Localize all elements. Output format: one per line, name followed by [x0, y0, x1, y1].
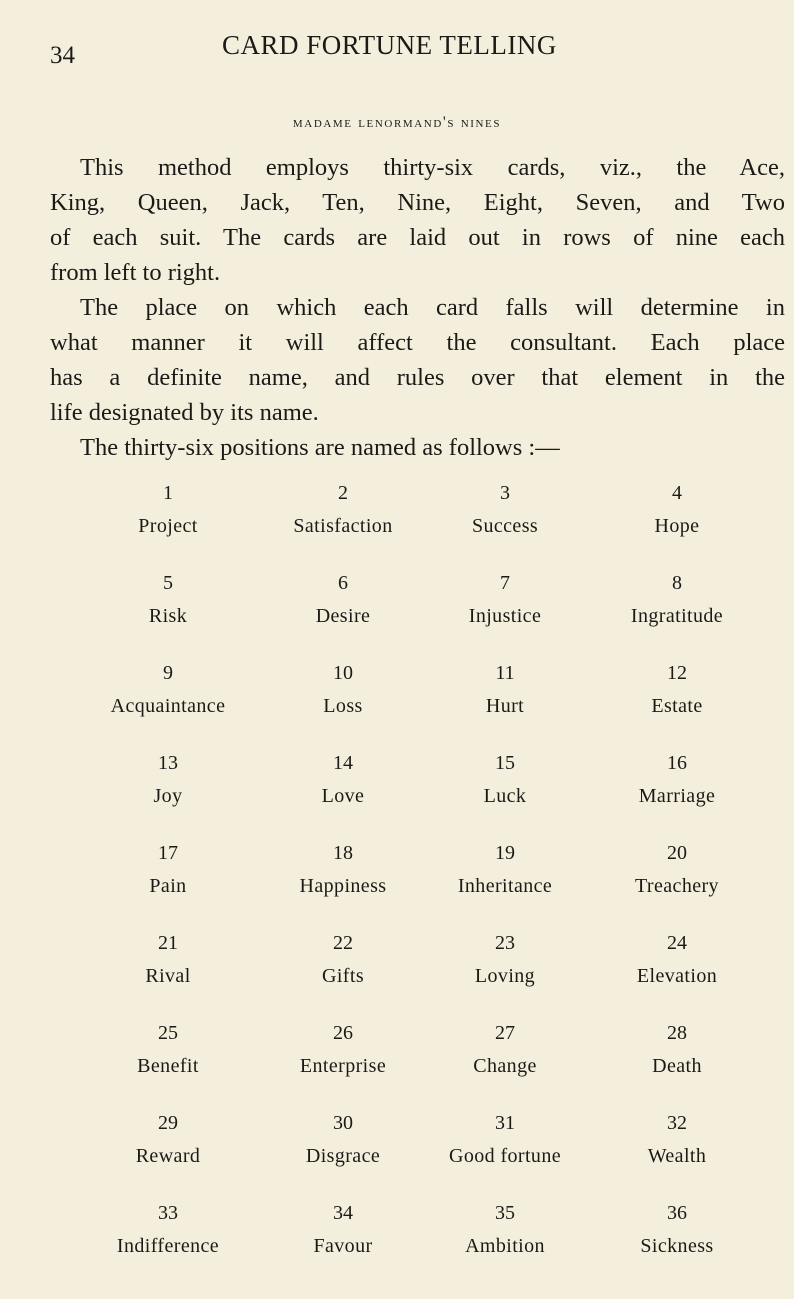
text-line: what manner it will affect the consultant. Each place: [50, 329, 785, 356]
position-name: Pain: [149, 875, 187, 897]
position-entry: [567, 750, 787, 810]
position-number: 8: [672, 572, 682, 594]
position-name: Change: [473, 1055, 537, 1077]
position-number: 20: [667, 842, 687, 864]
position-number: 29: [158, 1112, 178, 1134]
position-name: Hurt: [485, 695, 525, 717]
position-name: Enterprise: [299, 1055, 387, 1077]
position-name: Disgrace: [305, 1145, 381, 1167]
position-number: 6: [338, 572, 348, 594]
position-number: 18: [333, 842, 353, 864]
text-line: has a definite name, and rules over that element in the: [50, 364, 785, 391]
position-number: 23: [495, 932, 515, 954]
text-line: King, Queen, Jack, Ten, Nine, Eight, Seven, and Two: [50, 189, 785, 216]
text-line: from left to right.: [50, 259, 221, 286]
position-number: 34: [333, 1202, 353, 1224]
position-name: Risk: [148, 605, 188, 627]
page-number: 34: [50, 42, 75, 69]
position-number: 30: [333, 1112, 353, 1134]
position-number: 32: [667, 1112, 687, 1134]
position-entry: [567, 1200, 787, 1260]
position-number: 17: [158, 842, 178, 864]
position-name: Acquaintance: [110, 695, 226, 717]
position-name: Hope: [654, 515, 700, 537]
position-name: Gifts: [322, 965, 364, 987]
body-text: [50, 150, 785, 465]
position-number: 15: [495, 752, 515, 774]
position-name: Success: [471, 515, 539, 537]
position-number: 3: [500, 482, 510, 504]
position-name: Indifference: [116, 1235, 220, 1257]
position-number: 27: [495, 1022, 515, 1044]
position-name: Treachery: [635, 875, 719, 897]
position-number: 26: [333, 1022, 353, 1044]
position-number: 1: [163, 482, 173, 504]
text-line: The thirty-six positions are named as follows :—: [80, 434, 560, 461]
position-name: Project: [138, 515, 198, 537]
position-name: Loving: [474, 965, 536, 987]
position-name: Benefit: [137, 1055, 199, 1077]
position-name: Inheritance: [457, 875, 553, 897]
position-name: Rival: [145, 965, 191, 987]
position-name: Death: [652, 1055, 702, 1077]
position-name: Ingratitude: [630, 605, 724, 627]
position-number: 2: [338, 482, 348, 504]
page-header: [0, 28, 794, 72]
position-number: 35: [495, 1202, 515, 1224]
position-name: Happiness: [299, 875, 387, 897]
position-name: Love: [321, 785, 365, 807]
position-number: 7: [500, 572, 510, 594]
position-entry: [567, 570, 787, 630]
position-name: Estate: [651, 695, 703, 717]
position-entry: [567, 660, 787, 720]
text-line: The place on which each card falls will determine in: [80, 294, 785, 321]
position-name: Satisfaction: [293, 515, 393, 537]
position-number: 16: [667, 752, 687, 774]
text-line: life designated by its name.: [50, 399, 319, 426]
position-number: 11: [495, 662, 515, 684]
position-name: Joy: [153, 785, 183, 807]
position-name: Injustice: [468, 605, 542, 627]
position-name: Elevation: [636, 965, 718, 987]
position-name: Reward: [135, 1145, 201, 1167]
position-number: 5: [163, 572, 173, 594]
position-entry: [567, 840, 787, 900]
position-number: 4: [672, 482, 682, 504]
section-heading-text: madame lenormand's nines: [292, 114, 502, 131]
position-number: 22: [333, 932, 353, 954]
position-name: Loss: [323, 695, 363, 717]
position-name: Good fortune: [449, 1145, 561, 1167]
position-entry: [567, 1020, 787, 1080]
position-number: 33: [158, 1202, 178, 1224]
position-number: 24: [667, 932, 687, 954]
position-number: 31: [495, 1112, 515, 1134]
text-line: of each suit. The cards are laid out in rows of nine each: [50, 224, 785, 251]
position-number: 36: [667, 1202, 687, 1224]
position-entry: [567, 930, 787, 990]
position-number: 21: [158, 932, 178, 954]
position-number: 10: [333, 662, 353, 684]
position-name: Desire: [315, 605, 371, 627]
position-number: 13: [158, 752, 178, 774]
section-heading: [0, 114, 794, 132]
position-number: 25: [158, 1022, 178, 1044]
position-name: Wealth: [647, 1145, 707, 1167]
position-entry: [567, 1110, 787, 1170]
position-name: Sickness: [640, 1235, 714, 1257]
running-title: CARD FORTUNE TELLING: [222, 30, 557, 60]
position-number: 14: [333, 752, 353, 774]
position-entry: [567, 480, 787, 540]
position-name: Marriage: [638, 785, 716, 807]
position-name: Favour: [313, 1235, 373, 1257]
position-name: Ambition: [465, 1235, 545, 1257]
position-number: 12: [667, 662, 687, 684]
position-name: Luck: [483, 785, 527, 807]
position-number: 28: [667, 1022, 687, 1044]
position-number: 9: [163, 662, 173, 684]
position-number: 19: [495, 842, 515, 864]
text-line: This method employs thirty-six cards, viz., the Ace,: [80, 154, 785, 181]
